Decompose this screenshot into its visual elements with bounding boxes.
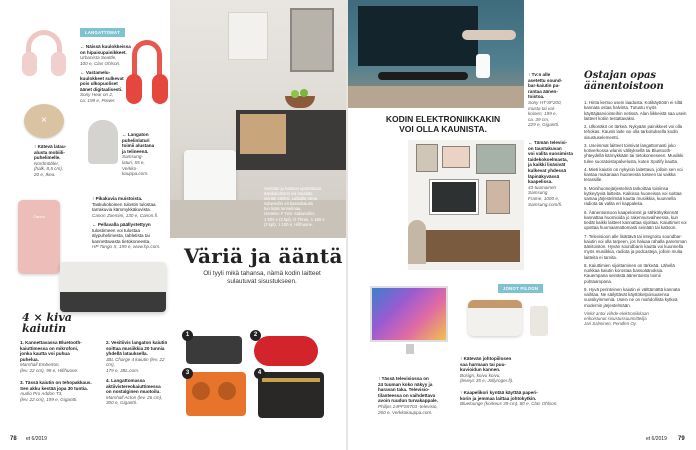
chair xyxy=(408,220,426,264)
category-tag-right: JONOT PILOON xyxy=(498,284,543,293)
footer-brand-right: et 6/2019 xyxy=(646,436,667,442)
room-caption: Seinään ja hattoon upotettavat äänikaiuttimet voi maalata seinän väriksi. Lattialla oleva subwoofer eli bassokaiutin tuo lisää tunnelmaa. Genelec F Two -subwoofer, 1 504 e (2 kpl), G Three, 1 180 e (2 kpl), 1 100 e, Hifihuone. xyxy=(264,186,325,227)
soundbar-photo-right xyxy=(456,10,520,80)
guide-source: Vinkit antoi viihde-elektroniikkaan erikoistunut sisustussuunnittelija Jari Salminen, Pendleri Oy. xyxy=(584,310,649,327)
right-headline: KODIN ELEKTRONIIKKAKIN VOI OLLA KAUNISTA. xyxy=(385,114,501,134)
caption-printer: ↑ Pikakuvia muistoista. Taskukokoinen tulostin tulostaa tarrakuvia kämmykkäkuvista. Canon Zoemini, 130 e, Canon.fi. xyxy=(92,196,159,218)
caption-soundbar: ↑ Tv:n alle asetettu sound- bar-kaiutin pa- rantaa äänen- toistoa. Sony HT-SF200, musta tai val- koinen, 199 e, ca. 39 cm, 229 e, Gigantti. xyxy=(528,72,563,128)
caption-charger: ↑ Kätevä latau- alusta mobiili- puhelimelle. Nordmöbler, (halk. 8,5 cm), 20 e, Ikea. xyxy=(34,144,67,177)
speaker-3-orange xyxy=(186,372,246,416)
page-subhead: Oli tyyli mikä tahansa, nämä kodin laitteet sulautuvat sisustukseen. xyxy=(203,270,321,285)
guide-list: 1. Hinta kertoo usein laadusta. Kotikäyttöön ei siltä kannata ostaa halvinta. Tutustu myös käyttäjäarviointeihin netissä. Alan liikkeistä saa usein laitteet kotiin testattavaksi. 2. Ulkonäkö on tärkeä. Nykyään painikkeet voi olla tehokas. Kaunis laite voi olla tarkoituksella kodin sisustuselementti. 3. Useimmat laitteet toimivat langattomasti joko kotiverkossa wlanin välityksellä tai Bluetooth-yhteydellä kännykkään tai tietokoneeseen. Musiikki tulee suoratoistopalvelusta, kuten Spotify kautta. 4. Mieti kaiutin on nykyisin laitettava, jolloin sen voi kantaa mukanaan huoneesta toiseen tai vaikka terassille. 5. Monihuonejärjestelmä tarkoittaa toisiinsa kytkeytyviä laitteita. Kaikissa huoneissa voi soittaa samaa järjestelmää kautta musiikkia, kuunnella radiota tai valita eri kappaleita. 6. Äänentoistoon kaapeloinnit ja sähkökytkennät kannattaa huomioida jo rakennusvaiheessa, kun tiedät kaikki laitteet kannattaa sijoittaa. Kaiuttimet voi upottaa huomaamattomasti seinään tai kattoon. 7. Televisioon alle lisättävä tai integroitu soundbar-kaiutin voi olla tarpeen, jos haluaa rahalla paremman äänitoiston. Hyvän soundbarin kautta voi kuunnella myös musiikkia, radiota ja podcasteja, jolloin muita laitteita ei tarvita. 8. Kaiuttimien sijoittaminen on tärkeää. Lähellä nurkkaa kaiutin korostaa bassoäänoksia. Kauempana seinästä äänentoisto toimii puhtaampana. 9. Hyvä perinteinen kaiutin ei välttämättä kannata vaihtaa. Ne säilyttävät käyttökelpoisuutensa vuosikymmeniä. Usein ne on mahdollista kytkeä modernin järjestelmään. Vinkit antoi viihde-elektroniikkaan erikoistunut sisustussuunnittelija Jari Salminen, Pendleri Oy. xyxy=(584,100,687,327)
caption-philips: ↑ Tässä televisiossa on 24 tuuman koko näkyy ja haravan taka. Televisio- tilanteessa on vaihdettava avoin ruudun turvakappale. Philips 24PFS5703 -televisio, 260 e, Verkkokauppa.com. xyxy=(378,376,438,415)
pink-printer xyxy=(18,200,60,274)
left-page xyxy=(0,0,346,450)
caption-vastamelu: ← Vastamelu- kuulokkeet sulkevat pois ulkopuoliset äänet digitaalisesti. Sony Hear on 2, ca. 199 e, Power. xyxy=(80,70,124,103)
speaker-number-2: 2 xyxy=(250,330,261,341)
canon-logo: Canon xyxy=(33,214,45,219)
page-number-left: 78 xyxy=(10,436,17,442)
sideboard-door xyxy=(240,114,286,154)
frame-tv-photo xyxy=(408,140,524,270)
cable-box xyxy=(468,300,522,336)
soundbar xyxy=(378,72,468,80)
caption-charging-stand: ← Langaton puhelinlaturi toimii alustana ja telineenä. Samsung- laturi, 55 e, Verkko- kauppa.com. xyxy=(122,132,155,177)
charging-stand xyxy=(88,120,118,164)
speaker-number-1: 1 xyxy=(182,330,193,341)
speaker-2-red xyxy=(254,336,318,366)
caption-headphones: ← Näissä kuulokkeissa on hipaisupainikkeet. Urbanista Seattle, 100 e, Clas Ohlson. xyxy=(80,44,131,66)
right-page xyxy=(348,0,696,450)
wireless-charger-pad xyxy=(24,104,64,138)
speaker-4-marshall xyxy=(258,372,324,418)
caption-cable-box: ↑ Kätevän johtopiilosen saa harmaan tai puu- kuvioidun kannen. Bosign, koivu koivu, (leveys 35 e, Jollyroger.fi). xyxy=(460,356,514,384)
caption-paper: ↑ Kaapelikori kyntää käyttää paperi- korin ja jemmaa laittaa johtokytkin. Bluelounge (korkeus 39 cm), 80 e, Clas Ohlson. xyxy=(460,390,558,407)
speaker-caption-4: 4. Langattomassa aktiivistereokaiuttimessa on nostalginen muotoilu. Marshall Acton (lev. 26 cm), 300 e, Gigantti. xyxy=(106,378,163,406)
charge-icon: × xyxy=(41,115,47,126)
caption-tango: ← Pellavalla päällystettyyn tulostimeen voi tulostaa älypuhelimesta, tabletista tai kannettavasta tietokoneesta. HP Tango X, 199 e, www.hp.com. xyxy=(92,222,161,250)
red-headphones xyxy=(124,40,170,110)
apple xyxy=(300,89,308,97)
shelf xyxy=(348,86,524,108)
page-number-right: 79 xyxy=(678,436,685,442)
speakers-title: 4 × kiva kaiutin xyxy=(22,311,72,335)
subwoofer xyxy=(184,150,236,206)
caption-frame-tv: ← Tämän televisi- on taustakuvan voi valita suosimista taidekokoelmasta, ja kaikki lisäsivät kulkevat yhdessä läpinäkyvässä kaapelissa. 43-tuumainen Samsung Frame, 1000 e, Samsung.com/fi. xyxy=(528,140,573,207)
speaker-number-3: 3 xyxy=(182,368,193,379)
guide-title: Ostajan opas äänentoistoon xyxy=(584,70,664,92)
page-headline: Väriä ja ääntä xyxy=(184,244,343,268)
frame-tv xyxy=(430,180,478,214)
picture-frame xyxy=(290,8,334,72)
speaker-caption-2: 2. Vesitiivis langaton kaiutin soittaa musiikkia 20 tunnia yhdellä latauksella. JBL Charge 4 kaiutin (lev. 22 cm), 179 e, JBL.com. xyxy=(106,340,168,373)
wall-picture xyxy=(476,144,516,174)
tv-stand xyxy=(406,344,414,354)
wall-picture xyxy=(416,144,438,172)
apple xyxy=(291,90,299,98)
speaker-caption-3: 3. Tässä kaiutin on tehopakkaus. Sen akku kestää jopa 30 tuntia. Audio Pro Addon T3, (lev. 22 cm), 199 e, Gigantti. xyxy=(20,380,92,402)
bowl-of-apples xyxy=(285,96,315,108)
philips-tv xyxy=(370,286,448,342)
footer-brand-left: et 6/2019 xyxy=(26,436,47,442)
wall-picture xyxy=(486,180,510,214)
speaker-1-black xyxy=(186,336,242,364)
cable-basket xyxy=(530,306,548,336)
wall-picture xyxy=(442,146,470,168)
speaker-caption-1: 1. Kannettavassa Bluetooth- kaiuttimessa on mikrofoni, jonka kautta voi puhua puhelua. Marshall Emberton, (lev. 22 cm), 99 e, Hifihuone. xyxy=(20,340,82,373)
category-tag: LANGATTOMAT xyxy=(80,28,125,37)
speaker-number-4: 4 xyxy=(254,368,265,379)
tango-printer xyxy=(60,262,166,312)
wall-speaker-panel xyxy=(228,12,268,60)
pink-headphones xyxy=(20,30,68,82)
sideboard-right xyxy=(412,230,520,262)
